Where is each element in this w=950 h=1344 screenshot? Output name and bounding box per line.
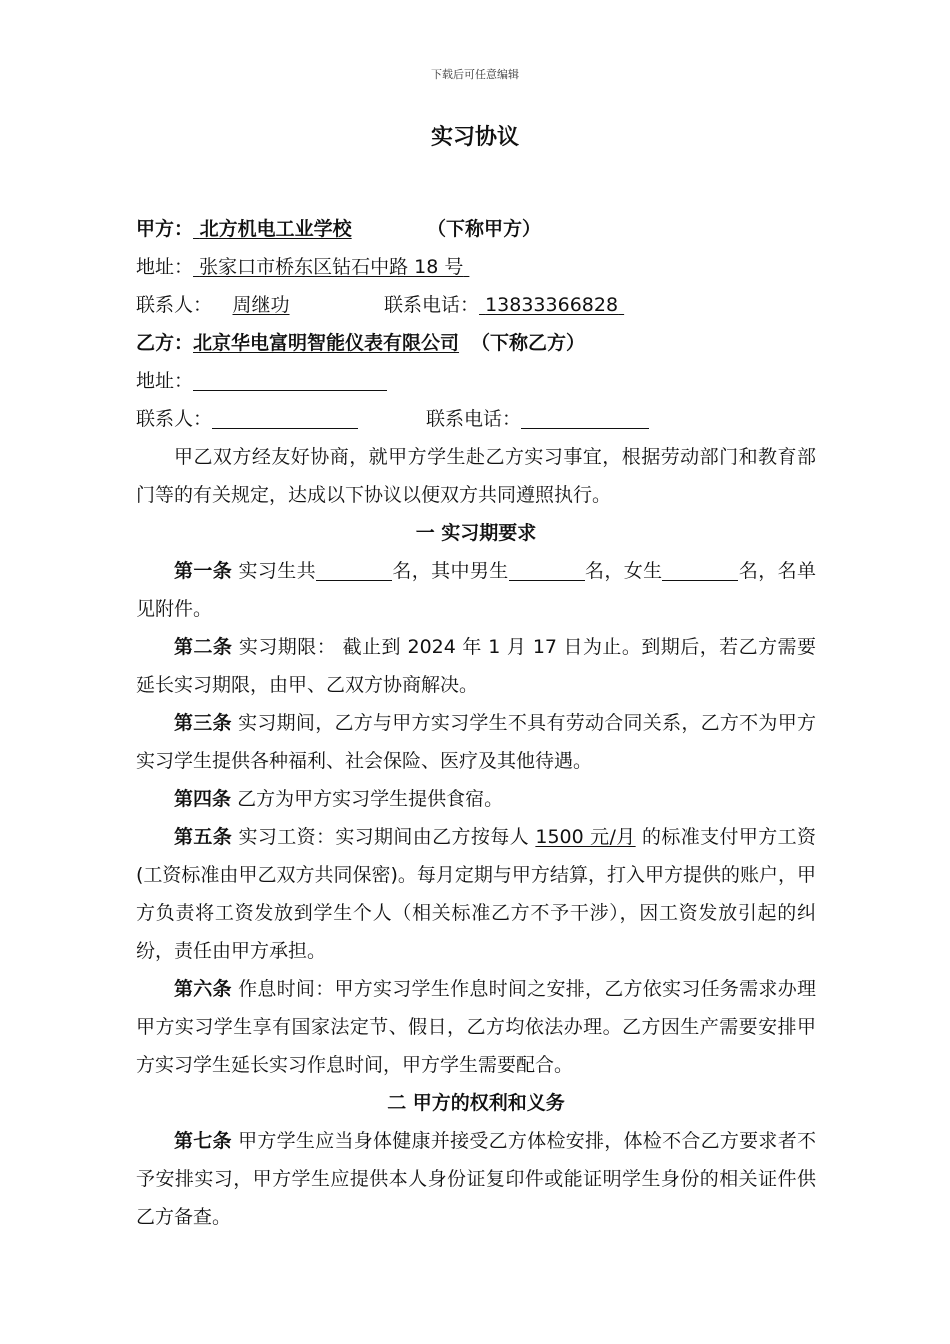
intro-paragraph: 甲乙双方经友好协商，就甲方学生赴乙方实习事宜，根据劳动部门和教育部门等的有关规定，达成以下协议以便双方共同遵照执行。 bbox=[136, 446, 816, 506]
party-b-contact-label: 联系人： bbox=[136, 408, 213, 430]
party-b-line bbox=[136, 324, 816, 362]
document-title: 实习协议 bbox=[430, 125, 519, 150]
article-2-label: 第二条 bbox=[174, 636, 233, 658]
party-b-address-label: 地址： bbox=[136, 370, 194, 392]
party-b-contact-blank[interactable] bbox=[212, 402, 358, 429]
party-a-address-line bbox=[136, 248, 816, 286]
header-note: 下载后可任意编辑 bbox=[431, 68, 519, 81]
party-a-address: 张家口市桥东区钻石中路 18 号 bbox=[199, 256, 464, 278]
party-a-label: 甲方： bbox=[136, 218, 194, 240]
article-4: 第四条 乙方为甲方实习学生提供食宿。 bbox=[174, 788, 504, 810]
party-a-line bbox=[136, 210, 816, 248]
party-b-address-line bbox=[136, 362, 816, 400]
section-1-heading: 一 实习期要求 bbox=[415, 522, 537, 544]
party-a-contact: 周继功 bbox=[232, 294, 290, 316]
party-a-name: 北方机电工业学校 bbox=[199, 218, 352, 240]
party-b-name: 北京华电富明智能仪表有限公司 bbox=[193, 332, 460, 354]
party-b-phone-label: 联系电话： bbox=[426, 408, 522, 430]
article-6-label: 第六条 bbox=[174, 978, 232, 1000]
agreement-body bbox=[136, 210, 816, 1236]
party-b-contact-line bbox=[136, 400, 816, 438]
article-3-label: 第三条 bbox=[174, 712, 232, 734]
party-b-address-blank[interactable] bbox=[193, 364, 387, 391]
male-count-blank[interactable] bbox=[509, 554, 585, 581]
article-5: 第五条 实习工资：实习期间由乙方按每人 1500 元/月 的标准支付甲方工资(工资标准由甲乙双方共同保密)。每月定期与甲方结算，打入甲方提供的账户，甲方负责将工资发放到学生个人（相关标准乙方不予干涉），因工资发放引起的纠纷，责任由甲方承担。 bbox=[136, 826, 816, 962]
party-a-contact-line bbox=[136, 286, 816, 324]
party-b-phone-blank[interactable] bbox=[521, 402, 649, 429]
total-count-blank[interactable] bbox=[316, 554, 392, 581]
salary-amount: 1500 元/月 bbox=[535, 826, 636, 848]
article-5-label: 第五条 bbox=[174, 826, 233, 848]
article-4-label: 第四条 bbox=[174, 788, 232, 810]
article-2: 第二条 实习期限： 截止到 2024 年 1 月 17 日为止。到期后，若乙方需要延长实习期限，由甲、乙双方协商解决。 bbox=[136, 636, 816, 696]
article-1: 第一条 实习生共 名，其中男生 名，女生 名，名单见附件。 bbox=[136, 552, 816, 628]
party-a-contact-label: 联系人： bbox=[136, 294, 213, 316]
article-7: 第七条 甲方学生应当身体健康并接受乙方体检安排，体检不合乙方要求者不予安排实习，甲方学生应提供本人身份证复印件或能证明学生身份的相关证件供乙方备查。 bbox=[136, 1130, 816, 1228]
article-7-label: 第七条 bbox=[174, 1130, 232, 1152]
section-2-heading: 二 甲方的权利和义务 bbox=[387, 1092, 565, 1114]
party-a-suffix: （下称甲方） bbox=[427, 218, 542, 240]
party-a-phone-label: 联系电话： bbox=[384, 294, 480, 316]
party-b-label: 乙方： bbox=[136, 332, 194, 354]
article-3: 第三条 实习期间，乙方与甲方实习学生不具有劳动合同关系，乙方不为甲方实习学生提供各种福利、社会保险、医疗及其他待遇。 bbox=[136, 712, 816, 772]
party-b-suffix: （下称乙方） bbox=[471, 332, 586, 354]
article-1-label: 第一条 bbox=[174, 560, 233, 582]
female-count-blank[interactable] bbox=[662, 554, 738, 581]
party-a-phone: 13833366828 bbox=[485, 294, 619, 316]
article-6: 第六条 作息时间：甲方实习学生作息时间之安排，乙方依实习任务需求办理甲方实习学生享有国家法定节、假日，乙方均依法办理。乙方因生产需要安排甲方实习学生延长实习作息时间，甲方学生需要配合。 bbox=[136, 978, 816, 1076]
party-a-address-label: 地址： bbox=[136, 256, 194, 278]
